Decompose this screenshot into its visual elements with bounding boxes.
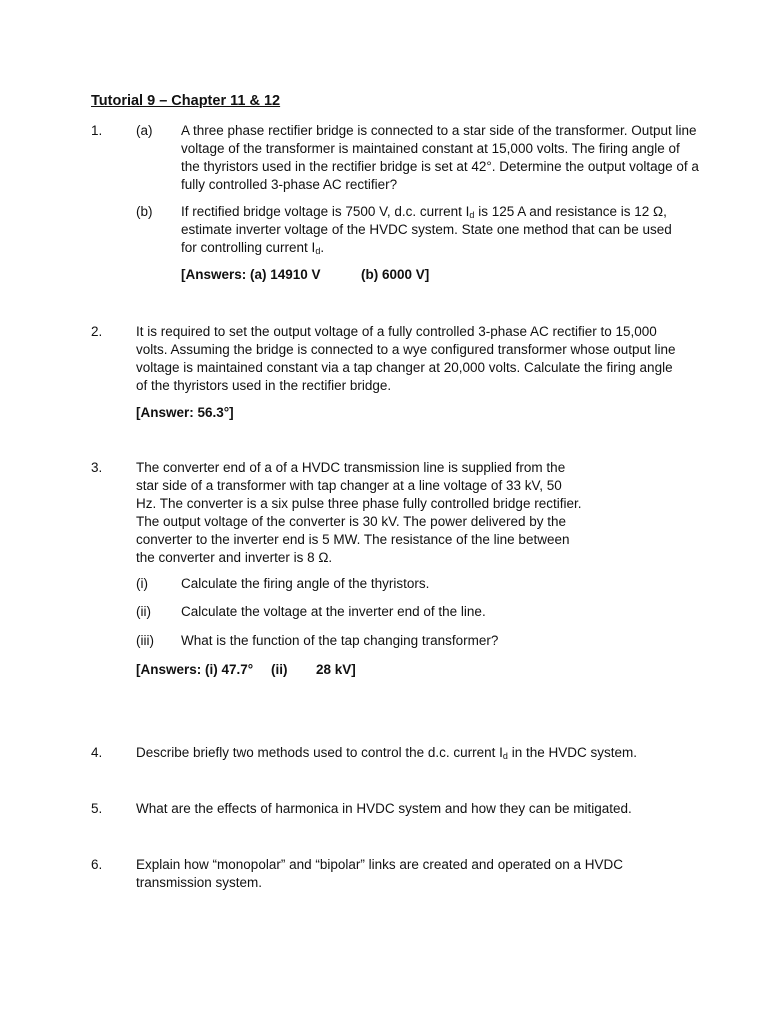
question-2-number: 2.: [91, 324, 103, 339]
question-4-text: Describe briefly two methods used to control the d.c. current $I_d$ in the HVDC system.: [136, 745, 637, 761]
question-3i-text: Calculate the firing angle of the thyristors.: [181, 576, 430, 591]
question-5-number: 5.: [91, 801, 103, 816]
question-1b-text: If rectified bridge voltage is 7500 V, d.c. current $I_d$ is 125 A and resistance is 12 Ω, estimate inverter voltage of the HVDC system. State one method that can be used for controlling current $I_d$.: [181, 204, 672, 256]
question-3-answer-ii-label: (ii): [271, 662, 288, 677]
page-title: Tutorial 9 – Chapter 11 & 12: [91, 93, 281, 109]
question-1a-label: (a): [136, 123, 153, 138]
question-1-number: 1.: [91, 123, 103, 138]
question-3i-label: (i): [136, 576, 148, 591]
question-2-text: It is required to set the output voltage of a fully controlled 3-phase AC rectifier to 15,000 volts. Assuming the bridge is connected to a wye configured transformer whose output line voltage is maintained constant via a tap changer at 20,000 volts. Calculate the firing angle of the thyristors used in the rectifier bridge.: [136, 324, 676, 393]
question-2-answer: [Answer: 56.3°]: [136, 405, 234, 420]
question-6-text: Explain how “monopolar” and “bipolar” links are created and operated on a HVDC transmission system.: [136, 857, 624, 890]
question-3-answer-i: [Answers: (i) 47.7°: [136, 662, 254, 677]
question-3ii-text: Calculate the voltage at the inverter end of the line.: [181, 604, 486, 619]
question-1-answer-a: [Answers: (a) 14910 V: [181, 267, 321, 282]
question-1-answer-b: (b) 6000 V]: [361, 267, 430, 282]
question-4-number: 4.: [91, 745, 103, 760]
question-3-number: 3.: [91, 460, 103, 475]
question-3iii-label: (iii): [136, 633, 154, 648]
question-1b-label: (b): [136, 204, 153, 219]
question-6-number: 6.: [91, 857, 103, 872]
question-3iii-text: What is the function of the tap changing transformer?: [181, 633, 499, 648]
question-5-text: What are the effects of harmonica in HVDC system and how they can be mitigated.: [136, 801, 632, 816]
question-3-answer-ii: 28 kV]: [316, 662, 356, 677]
question-1a-text: A three phase rectifier bridge is connected to a star side of the transformer. Output line voltage of the transformer is maintained constant at 15,000 volts. The firing angle of the thyristors used in the rectifier bridge is set at 42°. Determine the output voltage of a fully controlled 3-phase AC rectifier?: [181, 123, 699, 192]
question-3ii-label: (ii): [136, 604, 151, 619]
question-3-text: The converter end of a of a HVDC transmission line is supplied from the star side of a transformer with tap changer at a line voltage of 33 kV, 50 Hz. The converter is a six pulse three phase fully controlled bridge rectifier. The output voltage of the converter is 30 kV. The power delivered by the converter to the inverter end is 5 MW. The resistance of the line between the converter and inverter is 8 Ω.: [136, 460, 582, 565]
